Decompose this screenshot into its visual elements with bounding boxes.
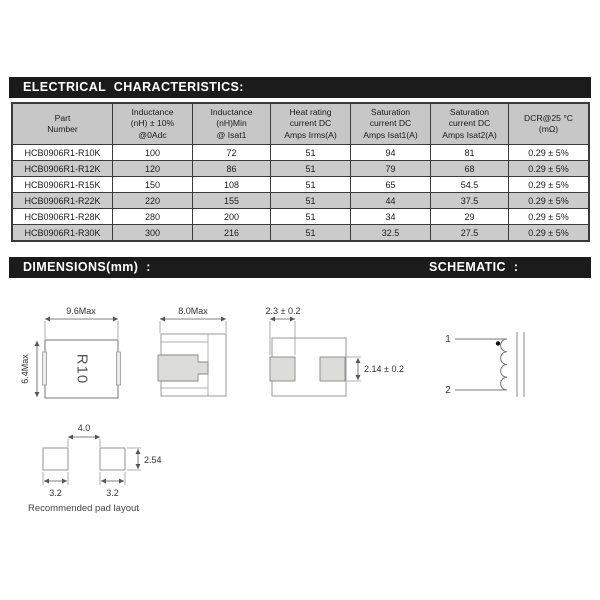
cell-part-number: HCB0906R1-R30K	[13, 225, 113, 241]
cell-part-number: HCB0906R1-R28K	[13, 209, 113, 225]
cell-isat1: 65	[351, 177, 431, 193]
bottom-view-drawing	[258, 298, 413, 418]
part-marking: R10	[73, 353, 91, 385]
side-view-drawing	[150, 298, 270, 418]
cell-inductance-min: 86	[193, 161, 271, 177]
table-row	[13, 145, 589, 161]
cell-inductance-min: 200	[193, 209, 271, 225]
header-cell-heat-rating: Heat rating current DC Amps Irms(A)	[271, 104, 351, 145]
cell-isat2: 27.5	[431, 225, 509, 241]
header-cell-saturation-isat2: Saturation current DC Amps Isat2(A)	[431, 104, 509, 145]
cell-irms: 51	[271, 145, 351, 161]
pin-1-label: 1	[445, 334, 451, 345]
cell-inductance-min: 155	[193, 193, 271, 209]
schematic-drawing	[428, 298, 573, 418]
pad-right	[100, 448, 125, 470]
electrical-characteristics-table	[12, 103, 589, 241]
dimension-label-depth: 8.0Max	[178, 306, 208, 316]
cell-irms: 51	[271, 177, 351, 193]
dimension-label-width: 9.6Max	[66, 306, 96, 316]
cell-inductance: 220	[113, 193, 193, 209]
cell-dcr: 0.29 ± 5%	[509, 177, 589, 193]
cell-inductance-min: 216	[193, 225, 271, 241]
terminal-electrode	[158, 355, 208, 381]
header-cell-inductance: Inductance (nH) ± 10% @0Adc	[113, 104, 193, 145]
cell-dcr: 0.29 ± 5%	[509, 209, 589, 225]
cell-inductance: 280	[113, 209, 193, 225]
header-cell-saturation-isat1: Saturation current DC Amps Isat1(A)	[351, 104, 431, 145]
dimensions-title: DIMENSIONS(mm) :	[23, 260, 151, 274]
header-cell-part-number: Part Number	[13, 104, 113, 145]
table-row	[13, 177, 589, 193]
dimension-label-pad-width-left: 3.2	[49, 488, 62, 498]
cell-isat1: 79	[351, 161, 431, 177]
cell-part-number: HCB0906R1-R22K	[13, 193, 113, 209]
terminal-tab-right	[117, 352, 121, 385]
cell-part-number: HCB0906R1-R12K	[13, 161, 113, 177]
cell-inductance: 120	[113, 161, 193, 177]
dimension-label-pad-width-right: 3.2	[106, 488, 119, 498]
electrical-characteristics-title: ELECTRICAL CHARACTERISTICS:	[23, 80, 244, 94]
cell-part-number: HCB0906R1-R10K	[13, 145, 113, 161]
cell-isat1: 32.5	[351, 225, 431, 241]
cell-isat2: 37.5	[431, 193, 509, 209]
table-row	[13, 209, 589, 225]
dimension-label-pad-height: 2.14 ± 0.2	[364, 364, 404, 374]
cell-isat2: 81	[431, 145, 509, 161]
table-header-row	[13, 104, 589, 145]
pad-layout-caption: Recommended pad layout	[28, 503, 139, 514]
cell-dcr: 0.29 ± 5%	[509, 161, 589, 177]
cell-irms: 51	[271, 225, 351, 241]
dimensions-schematic-header	[9, 257, 591, 278]
cell-dcr: 0.29 ± 5%	[509, 193, 589, 209]
cell-isat1: 44	[351, 193, 431, 209]
schematic-title: SCHEMATIC :	[429, 260, 519, 274]
dimension-label-gap: 4.0	[77, 423, 91, 433]
electrical-characteristics-header	[9, 77, 591, 98]
pad-left	[43, 448, 68, 470]
cell-isat2: 54.5	[431, 177, 509, 193]
header-cell-inductance-min: Inductance (nH)Min @ Isat1	[193, 104, 271, 145]
inductor-coil	[501, 339, 507, 390]
table-row	[13, 161, 589, 177]
cell-dcr: 0.29 ± 5%	[509, 145, 589, 161]
cell-isat2: 29	[431, 209, 509, 225]
cell-isat1: 94	[351, 145, 431, 161]
cell-inductance: 100	[113, 145, 193, 161]
cell-dcr: 0.29 ± 5%	[509, 225, 589, 241]
terminal-tab-left	[43, 352, 47, 385]
dimension-label-height: 6.4Max	[20, 354, 30, 384]
dimension-label-pad-width: 2.3 ± 0.2	[265, 306, 301, 316]
dimension-label-pad-height: 2.54	[144, 455, 162, 465]
cell-irms: 51	[271, 161, 351, 177]
pad-layout-drawing	[18, 418, 193, 533]
table-row	[13, 193, 589, 209]
pin-2-label: 2	[445, 385, 451, 396]
table-row	[13, 225, 589, 241]
cell-inductance: 300	[113, 225, 193, 241]
terminal-pad-right	[320, 357, 345, 381]
front-view-drawing	[20, 298, 155, 418]
cell-irms: 51	[271, 209, 351, 225]
cell-inductance-min: 108	[193, 177, 271, 193]
cell-isat2: 68	[431, 161, 509, 177]
header-cell-dcr: DCR@25 °C (mΩ)	[509, 104, 589, 145]
cell-part-number: HCB0906R1-R15K	[13, 177, 113, 193]
cell-isat1: 34	[351, 209, 431, 225]
cell-inductance: 150	[113, 177, 193, 193]
cell-inductance-min: 72	[193, 145, 271, 161]
cell-irms: 51	[271, 193, 351, 209]
polarity-dot-icon	[496, 341, 500, 345]
terminal-pad-left	[270, 357, 295, 381]
